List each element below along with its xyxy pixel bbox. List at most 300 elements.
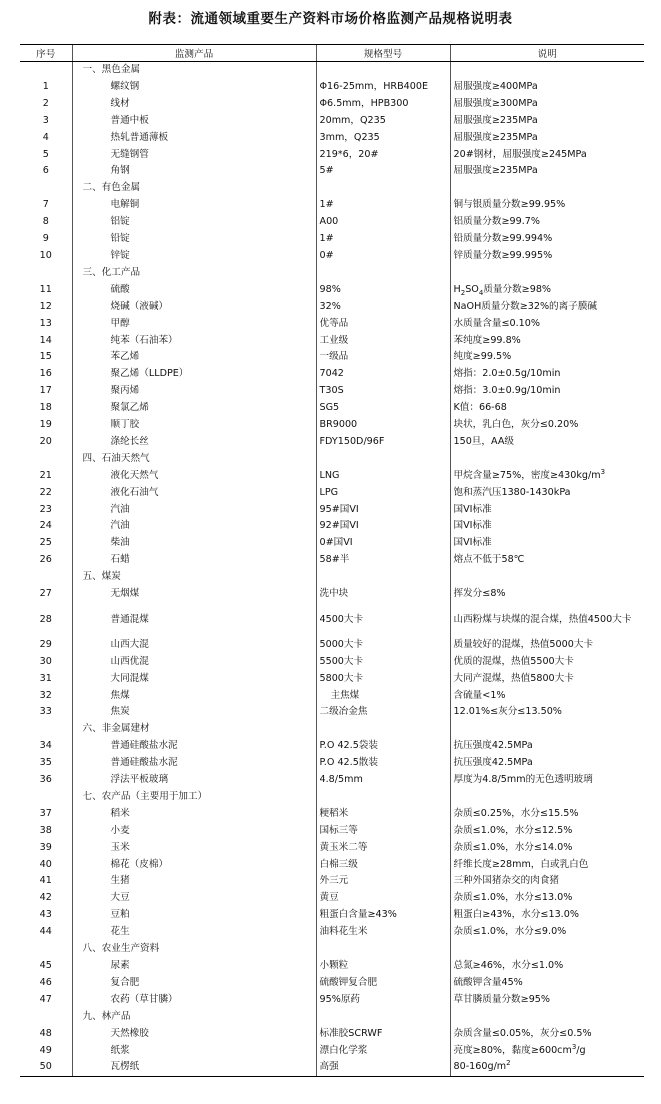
note-cell <box>450 349 644 366</box>
seq-cell: 21 <box>39 469 52 481</box>
note-text: 杂质含量≤0.05%，灰分≤0.5% <box>453 1027 592 1039</box>
seq-cell: 50 <box>20 1059 72 1076</box>
spec-cell: Φ16-25mm，HRB400E <box>316 79 450 96</box>
group-row <box>20 451 644 468</box>
table-row <box>20 704 644 721</box>
table-row <box>20 1059 644 1076</box>
seq-cell: 27 <box>39 588 52 600</box>
group-label: 五、煤炭 <box>72 569 316 586</box>
note-text: 优质的混煤，热值5500大卡 <box>453 655 574 667</box>
product-cell: 纸浆 <box>72 1043 316 1060</box>
note-text: 大同产混煤，热值5800大卡 <box>453 672 574 684</box>
table-row <box>20 400 644 417</box>
table-row <box>20 772 644 789</box>
seq-cell-empty <box>20 265 72 282</box>
product-cell: 山西大混 <box>72 637 316 654</box>
product-cell: 电解铜 <box>72 197 316 214</box>
product-cell: 花生 <box>72 924 316 941</box>
spec-cell: 32% <box>316 299 450 316</box>
note-text: 山西粉煤与块煤的混合煤，热值4500大卡 <box>453 614 632 626</box>
product-cell: 锌锭 <box>72 248 316 265</box>
note-text: K值：66-68 <box>453 402 507 414</box>
note-subscript: 2 <box>460 288 466 297</box>
note-text: 150旦，AA级 <box>453 435 514 447</box>
note-cell <box>450 96 644 113</box>
spec-cell: LPG <box>316 485 450 502</box>
spec-cell: 5# <box>316 163 450 180</box>
note-cell-empty <box>450 451 644 468</box>
spec-cell: 95#国VI <box>316 502 450 519</box>
product-cell: 复合肥 <box>72 975 316 992</box>
table-row <box>20 197 644 214</box>
spec-cell: 0#国VI <box>316 535 450 552</box>
table-row <box>20 806 644 823</box>
spec-cell: 硫酸钾复合肥 <box>316 975 450 992</box>
note-cell <box>450 400 644 417</box>
group-row <box>20 789 644 806</box>
group-row <box>20 180 644 197</box>
note-text: 12.01%≤灰分≤13.50% <box>453 706 562 718</box>
product-cell: 热轧普通薄板 <box>72 130 316 147</box>
group-label: 四、石油天然气 <box>72 451 316 468</box>
product-cell: 聚氯乙烯 <box>72 400 316 417</box>
spec-cell: 4500大卡 <box>316 603 450 637</box>
note-text: 苯纯度≥99.8% <box>453 334 521 346</box>
seq-cell: 46 <box>39 976 52 988</box>
note-text: 80-160g/m <box>453 1061 507 1073</box>
table-row <box>20 823 644 840</box>
product-cell: 无缝钢管 <box>72 147 316 164</box>
note-cell <box>450 924 644 941</box>
seq-cell: 6 <box>42 165 49 177</box>
table-row <box>20 552 644 569</box>
note-superscript: 3 <box>600 467 606 476</box>
product-cell: 涤纶长丝 <box>72 434 316 451</box>
seq-cell: 44 <box>39 926 52 938</box>
spec-cell: 7042 <box>316 366 450 383</box>
note-text: 屈服强度≥235MPa <box>453 165 538 177</box>
spec-cell-empty <box>316 721 450 738</box>
note-cell <box>450 197 644 214</box>
table-row <box>20 417 644 434</box>
note-text: 屈服强度≥400MPa <box>453 80 538 92</box>
spec-cell-empty <box>316 62 450 79</box>
table-header <box>20 45 644 62</box>
product-cell: 大同混煤 <box>72 671 316 688</box>
seq-cell: 22 <box>39 486 52 498</box>
note-text: 杂质≤1.0%，水分≤12.5% <box>453 824 573 836</box>
note-superscript: 3 <box>571 1042 577 1051</box>
header-seq: 序号 <box>20 45 72 62</box>
seq-cell: 2 <box>42 97 49 109</box>
seq-cell: 37 <box>39 807 52 819</box>
product-cell: 天然橡胶 <box>72 1026 316 1043</box>
seq-cell: 43 <box>39 909 52 921</box>
note-cell <box>450 231 644 248</box>
seq-cell-empty <box>20 721 72 738</box>
group-label: 六、非金属建材 <box>72 721 316 738</box>
product-cell: 线材 <box>72 96 316 113</box>
header-note: 说明 <box>450 45 644 62</box>
spec-cell: 洗中块 <box>316 586 450 603</box>
spec-cell: SG5 <box>316 400 450 417</box>
note-cell <box>450 366 644 383</box>
table-row <box>20 907 644 924</box>
note-cell <box>450 299 644 316</box>
note-text: 质量较好的混煤，热值5000大卡 <box>453 638 594 650</box>
seq-cell: 38 <box>39 824 52 836</box>
spec-cell: 主焦煤 <box>316 688 450 705</box>
seq-cell: 10 <box>39 249 52 261</box>
product-cell: 稻米 <box>72 806 316 823</box>
seq-cell: 17 <box>39 385 52 397</box>
table-row <box>20 857 644 874</box>
seq-cell: 24 <box>39 520 52 532</box>
table-row <box>20 282 644 299</box>
seq-cell: 25 <box>39 537 52 549</box>
seq-cell: 48 <box>39 1027 52 1039</box>
note-text: 铝质量分数≥99.7% <box>453 216 540 228</box>
note-cell <box>450 485 644 502</box>
group-label: 三、化工产品 <box>72 265 316 282</box>
spec-cell-empty <box>316 180 450 197</box>
note-text: 杂质≤1.0%，水分≤9.0% <box>453 926 567 938</box>
seq-cell: 49 <box>39 1044 52 1056</box>
spec-cell: 5000大卡 <box>316 637 450 654</box>
spec-cell: 5800大卡 <box>316 671 450 688</box>
table-row <box>20 434 644 451</box>
note-cell-empty <box>450 941 644 958</box>
seq-cell: 1 <box>42 80 49 92</box>
note-text: 三种外国猪杂交的肉食猪 <box>453 875 560 887</box>
seq-cell: 14 <box>39 334 52 346</box>
note-cell <box>450 518 644 535</box>
seq-cell-empty <box>20 941 72 958</box>
spec-cell: P.O 42.5袋装 <box>316 738 450 755</box>
note-cell <box>450 163 644 180</box>
note-cell <box>450 975 644 992</box>
header-product: 监测产品 <box>72 45 316 62</box>
seq-cell: 3 <box>42 114 49 126</box>
table-row <box>20 248 644 265</box>
seq-cell: 29 <box>39 638 52 650</box>
note-cell <box>450 857 644 874</box>
note-cell <box>450 704 644 721</box>
note-cell <box>450 502 644 519</box>
note-text: 国VI标准 <box>453 537 492 549</box>
product-cell: 聚乙烯（LLDPE） <box>72 366 316 383</box>
group-row <box>20 1009 644 1026</box>
product-cell: 尿素 <box>72 958 316 975</box>
note-subscript: 4 <box>478 288 484 297</box>
note-cell <box>450 806 644 823</box>
spec-cell: 粗蛋白含量≥43% <box>316 907 450 924</box>
table-row <box>20 349 644 366</box>
seq-cell: 36 <box>39 774 52 786</box>
spec-cell: 1# <box>316 197 450 214</box>
spec-cell-empty <box>316 789 450 806</box>
table-row <box>20 214 644 231</box>
note-cell <box>450 333 644 350</box>
group-label: 七、农产品（主要用于加工） <box>72 789 316 806</box>
spec-cell-empty <box>316 451 450 468</box>
note-text: 20#钢材，屈服强度≥245MPa <box>453 148 587 160</box>
seq-cell: 20 <box>39 435 52 447</box>
note-cell-empty <box>450 569 644 586</box>
note-text: 块状，乳白色，灰分≤0.20% <box>453 419 579 431</box>
table-row <box>20 299 644 316</box>
spec-cell: 20mm，Q235 <box>316 113 450 130</box>
table-row <box>20 992 644 1009</box>
seq-cell: 41 <box>39 875 52 887</box>
note-cell <box>450 688 644 705</box>
product-cell: 烧碱（液碱） <box>72 299 316 316</box>
group-label: 二、有色金属 <box>72 180 316 197</box>
seq-cell: 4 <box>42 131 49 143</box>
product-cell: 普通硅酸盐水泥 <box>72 738 316 755</box>
note-text: 屈服强度≥235MPa <box>453 131 538 143</box>
table-row <box>20 316 644 333</box>
seq-cell: 33 <box>39 706 52 718</box>
note-cell <box>450 671 644 688</box>
note-cell <box>450 586 644 603</box>
spec-cell: A00 <box>316 214 450 231</box>
spec-cell: 高强 <box>316 1059 450 1076</box>
note-cell <box>450 130 644 147</box>
product-cell: 柴油 <box>72 535 316 552</box>
note-cell <box>450 79 644 96</box>
spec-cell: BR9000 <box>316 417 450 434</box>
group-row <box>20 941 644 958</box>
note-cell-empty <box>450 789 644 806</box>
product-cell: 甲醇 <box>72 316 316 333</box>
document-title: 附表：流通领域重要生产资料市场价格监测产品规格说明表 <box>148 11 513 27</box>
product-cell: 棉花（皮棉） <box>72 857 316 874</box>
seq-cell: 39 <box>39 841 52 853</box>
spec-cell-empty <box>316 265 450 282</box>
table-row <box>20 890 644 907</box>
note-cell <box>450 654 644 671</box>
seq-cell: 13 <box>39 317 52 329</box>
spec-cell: 标准胶SCRWF <box>316 1026 450 1043</box>
note-text: 杂质≤0.25%，水分≤15.5% <box>453 807 579 819</box>
note-cell <box>450 823 644 840</box>
note-cell-empty <box>450 180 644 197</box>
note-part: 质量分数≥98% <box>483 283 552 295</box>
spec-cell-empty <box>316 941 450 958</box>
product-cell: 聚丙烯 <box>72 383 316 400</box>
product-cell: 普通中板 <box>72 113 316 130</box>
seq-cell: 15 <box>39 351 52 363</box>
table-row <box>20 163 644 180</box>
product-cell: 顺丁胶 <box>72 417 316 434</box>
seq-cell: 32 <box>39 689 52 701</box>
table-body <box>20 62 644 1077</box>
table-row <box>20 637 644 654</box>
note-part: H <box>453 283 461 295</box>
note-cell-empty <box>450 62 644 79</box>
note-text: 熔点不低于58℃ <box>453 554 525 566</box>
header-spec: 规格型号 <box>316 45 450 62</box>
note-cell <box>450 468 644 485</box>
note-text: 铜与银质量分数≥99.95% <box>453 199 566 211</box>
note-cell <box>450 603 644 637</box>
note-superscript: 2 <box>506 1059 511 1068</box>
spec-cell: 92#国VI <box>316 518 450 535</box>
seq-cell: 11 <box>39 283 52 295</box>
note-text: 抗压强度42.5MPa <box>453 740 533 752</box>
spec-cell: 漂白化学浆 <box>316 1043 450 1060</box>
spec-cell: 外三元 <box>316 873 450 890</box>
table-row <box>20 688 644 705</box>
seq-cell-empty <box>20 789 72 806</box>
spec-cell: 98% <box>316 282 450 299</box>
spec-cell: LNG <box>316 468 450 485</box>
note-cell <box>450 214 644 231</box>
spec-cell: 国标三等 <box>316 823 450 840</box>
spec-cell: 0# <box>316 248 450 265</box>
table-row <box>20 671 644 688</box>
group-row <box>20 62 644 79</box>
note-text: 粗蛋白≥43%，水分≤13.0% <box>453 909 579 921</box>
seq-cell: 31 <box>39 672 52 684</box>
note-text: 杂质≤1.0%，水分≤13.0% <box>453 892 573 904</box>
seq-cell: 35 <box>39 757 52 769</box>
product-cell: 角钢 <box>72 163 316 180</box>
product-cell: 普通硅酸盐水泥 <box>72 755 316 772</box>
spec-table <box>20 44 644 1077</box>
table-row <box>20 586 644 603</box>
spec-cell: P.O 42.5散装 <box>316 755 450 772</box>
spec-cell: 4.8/5mm <box>316 772 450 789</box>
group-row <box>20 569 644 586</box>
note-cell-empty <box>450 721 644 738</box>
seq-cell: 28 <box>39 614 52 626</box>
product-cell: 瓦楞纸 <box>72 1059 316 1076</box>
product-cell: 焦炭 <box>72 704 316 721</box>
table-row <box>20 1043 644 1060</box>
note-text: 饱和蒸汽压1380-1430kPa <box>453 486 571 498</box>
note-text: 厚度为4.8/5mm的无色透明玻璃 <box>453 774 593 786</box>
product-cell: 大豆 <box>72 890 316 907</box>
seq-cell: 12 <box>39 300 52 312</box>
note-cell <box>450 738 644 755</box>
note-text: 甲烷含量≥75%，密度≥430kg/m <box>453 469 601 481</box>
table-row <box>20 738 644 755</box>
seq-cell: 5 <box>42 148 49 160</box>
group-label: 九、林产品 <box>72 1009 316 1026</box>
note-cell-empty <box>450 1009 644 1026</box>
spec-cell: 1# <box>316 231 450 248</box>
product-cell: 农药（草甘膦） <box>72 992 316 1009</box>
note-cell <box>450 907 644 924</box>
product-cell: 普通混煤 <box>72 603 316 637</box>
seq-cell-empty <box>20 1009 72 1026</box>
seq-cell: 8 <box>42 216 49 228</box>
spec-cell: 黄玉米二等 <box>316 840 450 857</box>
table-row <box>20 975 644 992</box>
seq-cell: 18 <box>39 402 52 414</box>
spec-cell: 小颗粒 <box>316 958 450 975</box>
product-cell: 山西优混 <box>72 654 316 671</box>
seq-cell-empty <box>20 180 72 197</box>
note-text: 纯度≥99.5% <box>453 351 512 363</box>
table-row <box>20 96 644 113</box>
spec-cell: 二级冶金焦 <box>316 704 450 721</box>
note-part: SO <box>465 283 479 295</box>
spec-cell: 优等品 <box>316 316 450 333</box>
table-row <box>20 147 644 164</box>
group-label: 一、黑色金属 <box>72 62 316 79</box>
spec-cell-empty <box>316 1009 450 1026</box>
note-text: 熔指：2.0±0.5g/10min <box>453 368 561 380</box>
note-cell <box>450 873 644 890</box>
table-row <box>20 603 644 637</box>
product-cell: 苯乙烯 <box>72 349 316 366</box>
product-cell: 液化天然气 <box>72 468 316 485</box>
note-text: 挥发分≤8% <box>453 588 506 600</box>
note-text: 抗压强度42.5MPa <box>453 757 533 769</box>
note-text: 屈服强度≥235MPa <box>453 114 538 126</box>
table-row <box>20 130 644 147</box>
note-text: 国VI标准 <box>453 503 492 515</box>
table-row <box>20 79 644 96</box>
table-row <box>20 873 644 890</box>
spec-cell: 工业级 <box>316 333 450 350</box>
note-cell <box>450 434 644 451</box>
note-text: 锌质量分数≥99.995% <box>453 249 553 261</box>
seq-cell: 47 <box>39 993 52 1005</box>
note-cell <box>450 772 644 789</box>
spec-cell: 油料花生米 <box>316 924 450 941</box>
table-row <box>20 1026 644 1043</box>
product-cell: 浮法平板玻璃 <box>72 772 316 789</box>
spec-cell: FDY150D/96F <box>316 434 450 451</box>
spec-cell-empty <box>316 569 450 586</box>
spec-cell: 3mm，Q235 <box>316 130 450 147</box>
table-row <box>20 840 644 857</box>
note-text: 纤维长度≥28mm，白或乳白色 <box>453 858 589 870</box>
note-text: 硫酸钾含量45% <box>453 976 523 988</box>
product-cell: 无烟煤 <box>72 586 316 603</box>
product-cell: 汽油 <box>72 502 316 519</box>
note-cell <box>450 113 644 130</box>
note-cell <box>450 637 644 654</box>
note-text: 国VI标准 <box>453 520 492 532</box>
note-text: 杂质≤1.0%，水分≤14.0% <box>453 841 573 853</box>
table-row <box>20 654 644 671</box>
table-row <box>20 485 644 502</box>
product-cell: 豆粕 <box>72 907 316 924</box>
table-row <box>20 958 644 975</box>
note-text: 亮度≥80%，黏度≥600cm <box>453 1044 572 1056</box>
spec-cell: T30S <box>316 383 450 400</box>
seq-cell: 7 <box>42 199 49 211</box>
table-row <box>20 113 644 130</box>
note-text: 水质量含量≤0.10% <box>453 317 540 329</box>
table-row <box>20 231 644 248</box>
note-cell <box>450 992 644 1009</box>
note-cell <box>450 417 644 434</box>
seq-cell: 40 <box>39 858 52 870</box>
product-cell: 生猪 <box>72 873 316 890</box>
product-cell: 螺纹钢 <box>72 79 316 96</box>
seq-cell: 34 <box>39 740 52 752</box>
note-tail: /g <box>576 1044 586 1056</box>
note-cell <box>450 147 644 164</box>
note-text: 熔指：3.0±0.9g/10min <box>453 385 561 397</box>
note-cell <box>450 282 644 299</box>
